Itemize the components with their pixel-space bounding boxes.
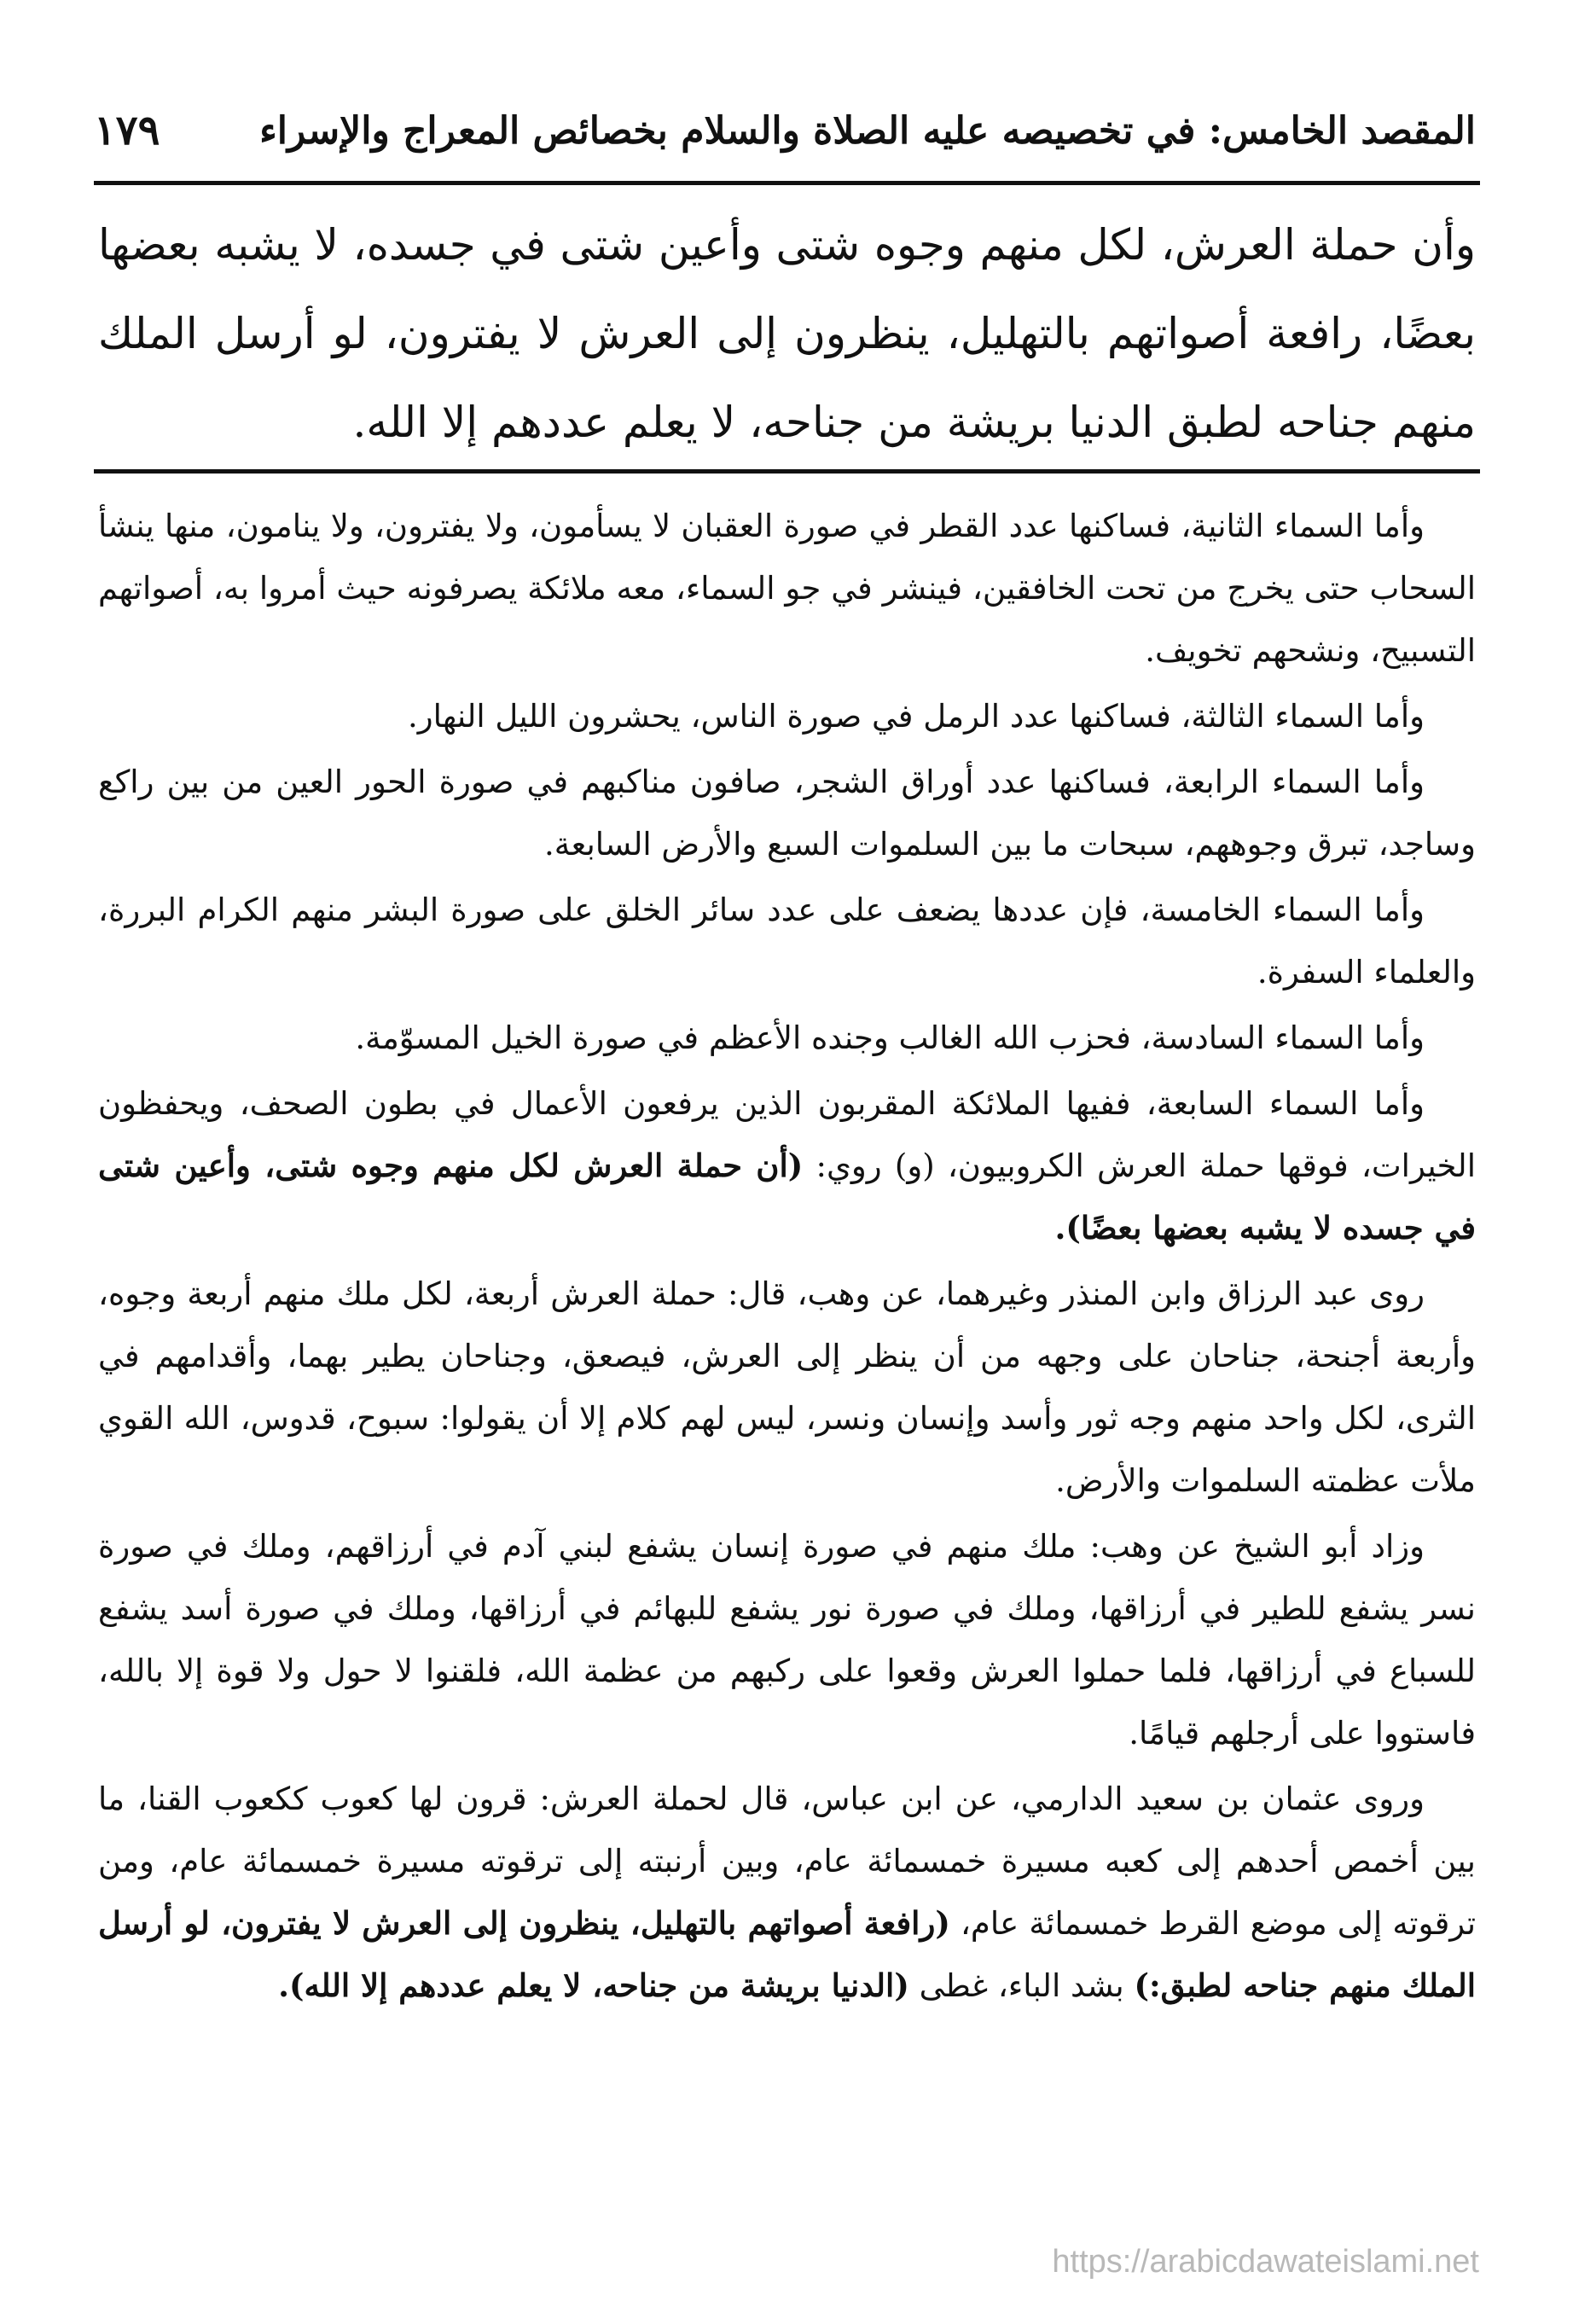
quoted-matn: (رافعة أصواتهم بالتهليل، ينظرون إلى العرش لا يفترون، لو أرسل الملك منهم جناحه لطبق:) xyxy=(98,1904,1476,2004)
commentary-paragraph: وزاد أبو الشيخ عن وهب: ملك منهم في صورة إنسان يشفع لبني آدم في أرزاقهم، وملك في صورة نسر يشفع للطير في أرزاقها، وملك في صورة نور يشفع للبهائم في أرزاقها، وملك في صورة أسد يشفع للسباع في أرزاقها، فلما حملوا العرش وقعوا على ركبهم من عظمة الله، فلقنوا لا حول ولا قوة إلا بالله، فاستووا على أرجلهم قيامًا. xyxy=(98,1528,1476,1752)
commentary-text: بشد الباء، غطى xyxy=(908,1967,1135,2004)
commentary-paragraph: وأما السماء الرابعة، فساكنها عدد أوراق الشجر، صافون مناكبهم في صورة الحور العين من بين راكع وساجد، تبرق وجوههم، سبحات ما بين السلموات السبع والأرض السابعة. xyxy=(98,764,1476,863)
commentary-paragraph: وأما السماء الثانية، فساكنها عدد القطر في صورة العقبان لا يسأمون، ولا يفترون، ولا ينامون، منها ينشأ السحاب حتى يخرج من تحت الخافقين، فينشر في جو السماء، معه ملائكة يصرفونه حيث أمروا به، أصواتهم التسبيح، ونشحهم تخويف. xyxy=(98,508,1476,669)
commentary-paragraph xyxy=(98,1768,1476,2017)
commentary-paragraph: روى عبد الرزاق وابن المنذر وغيرهما، عن وهب، قال: حملة العرش أربعة، لكل ملك منهم أربعة وجوه، وأربعة أجنحة، جناحان على وجهه من أن ينظر إلى العرش، فيصعق، وجناحان يطير بهما، وأقدامهم في الثرى، لكل واحد منهم وجه ثور وأسد وإنسان ونسر، ليس لهم كلام إلا أن يقولوا: سبوح، قدوس، الله القوي ملأت عظمته السلموات والأرض. xyxy=(98,1275,1476,1499)
commentary-paragraph: وأما السماء السادسة، فحزب الله الغالب وجنده الأعظم في صورة الخيل المسوّمة. xyxy=(355,1020,1425,1056)
watermark-url: https://arabicdawateislami.net xyxy=(1052,2244,1479,2280)
main-text: وأن حملة العرش، لكل منهم وجوه شتى وأعين شتى في جسده، لا يشبه بعضها بعضًا، رافعة أصواتهم بالتهليل، ينظرون إلى العرش لا يفترون، لو أرسل الملك منهم جناحه لطبق الدنيا بريشة من جناحه، لا يعلم عددهم إلا الله. xyxy=(98,220,1476,447)
commentary xyxy=(98,495,1476,2020)
commentary-paragraph: وأما السماء الخامسة، فإن عددها يضعف على عدد سائر الخلق على صورة البشر منهم الكرام البررة، والعلماء السفرة. xyxy=(98,892,1476,991)
running-header xyxy=(94,92,1476,169)
commentary-paragraph: وأما السماء الثالثة، فساكنها عدد الرمل في صورة الناس، يحشرون الليل النهار. xyxy=(407,698,1425,735)
header-divider xyxy=(94,181,1480,185)
quoted-matn: (الدنيا بريشة من جناحه، لا يعلم عددهم إلا الله). xyxy=(278,1967,909,2004)
commentary-text: وأما السماء السابعة، ففيها الملائكة المقربون الذين يرفعون الأعمال في بطون الصحف، ويحفظون الخيرات، فوقها حملة العرش الكروبيون، (و) روي: xyxy=(98,1085,1476,1184)
commentary-text: وروى عثمان بن سعيد الدارمي، عن ابن عباس، قال لحملة العرش: قرون لها كعوب ككعوب القنا، ما بين أخمص أحدهم إلى كعبه مسيرة خمسمائة عام، وبين أرنبته إلى ترقوته مسيرة خمسمائة عام، ومن ترقوته إلى موضع القرط خمسمائة عام، xyxy=(98,1781,1476,1942)
chapter-title: المقصد الخامس: في تخصيصه عليه الصلاة والسلام بخصائص المعراج والإسراء xyxy=(259,108,1476,153)
commentary-paragraph xyxy=(98,1072,1476,1259)
text-divider xyxy=(94,469,1480,474)
quoted-matn: (أن حملة العرش لكل منهم وجوه شتى، وأعين شتى في جسده لا يشبه بعضها بعضًا). xyxy=(98,1147,1476,1246)
page-number: ١٧٩ xyxy=(94,107,160,154)
